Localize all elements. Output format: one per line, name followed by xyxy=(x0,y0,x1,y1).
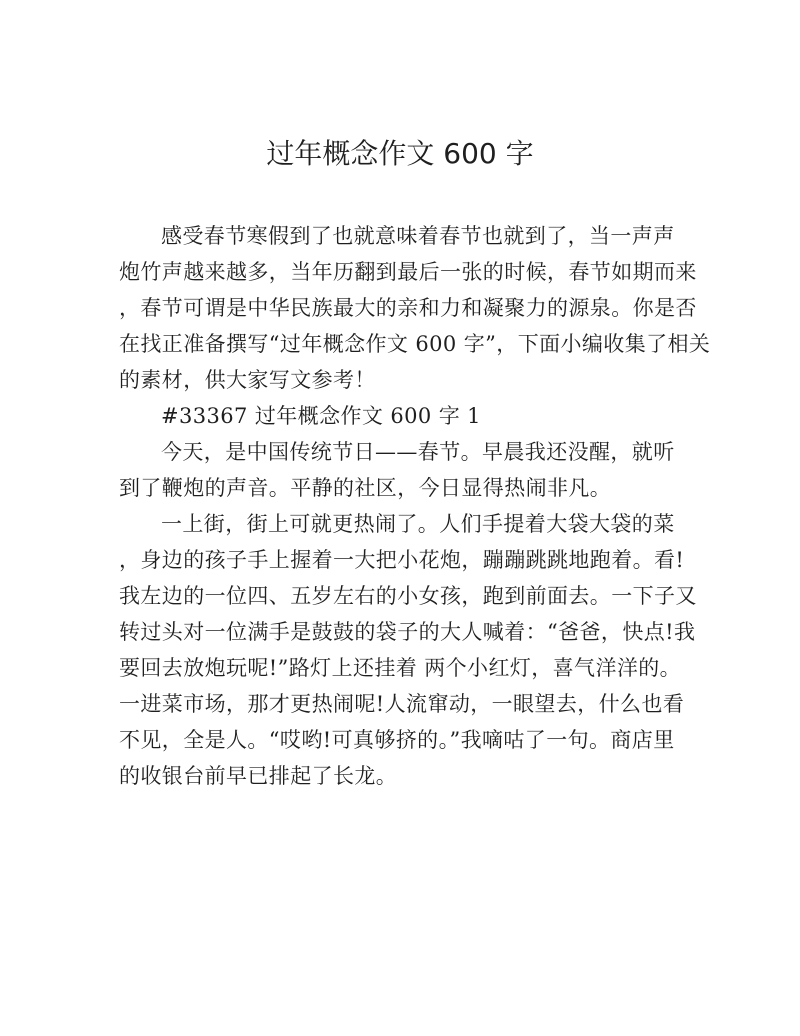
text-line: 不见，全是人。“哎哟!可真够挤的。”我嘀咕了一句。商店里 xyxy=(119,728,675,752)
text-line: ，春节可谓是中华民族最大的亲和力和凝聚力的源泉。你是否 xyxy=(119,296,697,320)
text-line: 一进菜市场，那才更热闹呢!人流窜动，一眼望去，什么也看 xyxy=(119,692,685,716)
text-line: 炮竹声越来越多，当年历翻到最后一张的时候，春节如期而来 xyxy=(119,260,697,284)
text-line: 转过头对一位满手是鼓鼓的袋子的大人喊着：“爸爸，快点!我 xyxy=(119,620,696,644)
text-line: 我左边的一位四、五岁左右的小女孩，跑到前面去。一下子又 xyxy=(119,584,697,608)
text-line: ，身边的孩子手上握着一大把小花炮，蹦蹦跳跳地跑着。看! xyxy=(119,548,685,572)
text-line: 今天，是中国传统节日——春节。早晨我还没醒，就听 xyxy=(161,440,675,464)
section-heading: #33367 过年概念作文 600 字 1 xyxy=(161,404,481,428)
text-line: 到了鞭炮的声音。平静的社区，今日显得热闹非凡。 xyxy=(119,476,612,500)
text-line: 的收银台前早已排起了长龙。 xyxy=(119,764,398,788)
text-line: 一上街，街上可就更热闹了。人们手提着大袋大袋的菜 xyxy=(161,512,675,536)
text-line: 要回去放炮玩呢!”路灯上还挂着 两个小红灯，喜气洋洋的。 xyxy=(119,656,682,680)
document-body xyxy=(119,218,711,794)
text-line: 的素材，供大家写文参考！ xyxy=(119,368,376,392)
document-title: 过年概念作文 600 字 xyxy=(266,137,534,170)
text-line: 在找正准备撰写“过年概念作文 600 字”，下面小编收集了相关 xyxy=(119,332,711,356)
text-line: 感受春节寒假到了也就意味着春节也就到了，当一声声 xyxy=(161,224,675,248)
